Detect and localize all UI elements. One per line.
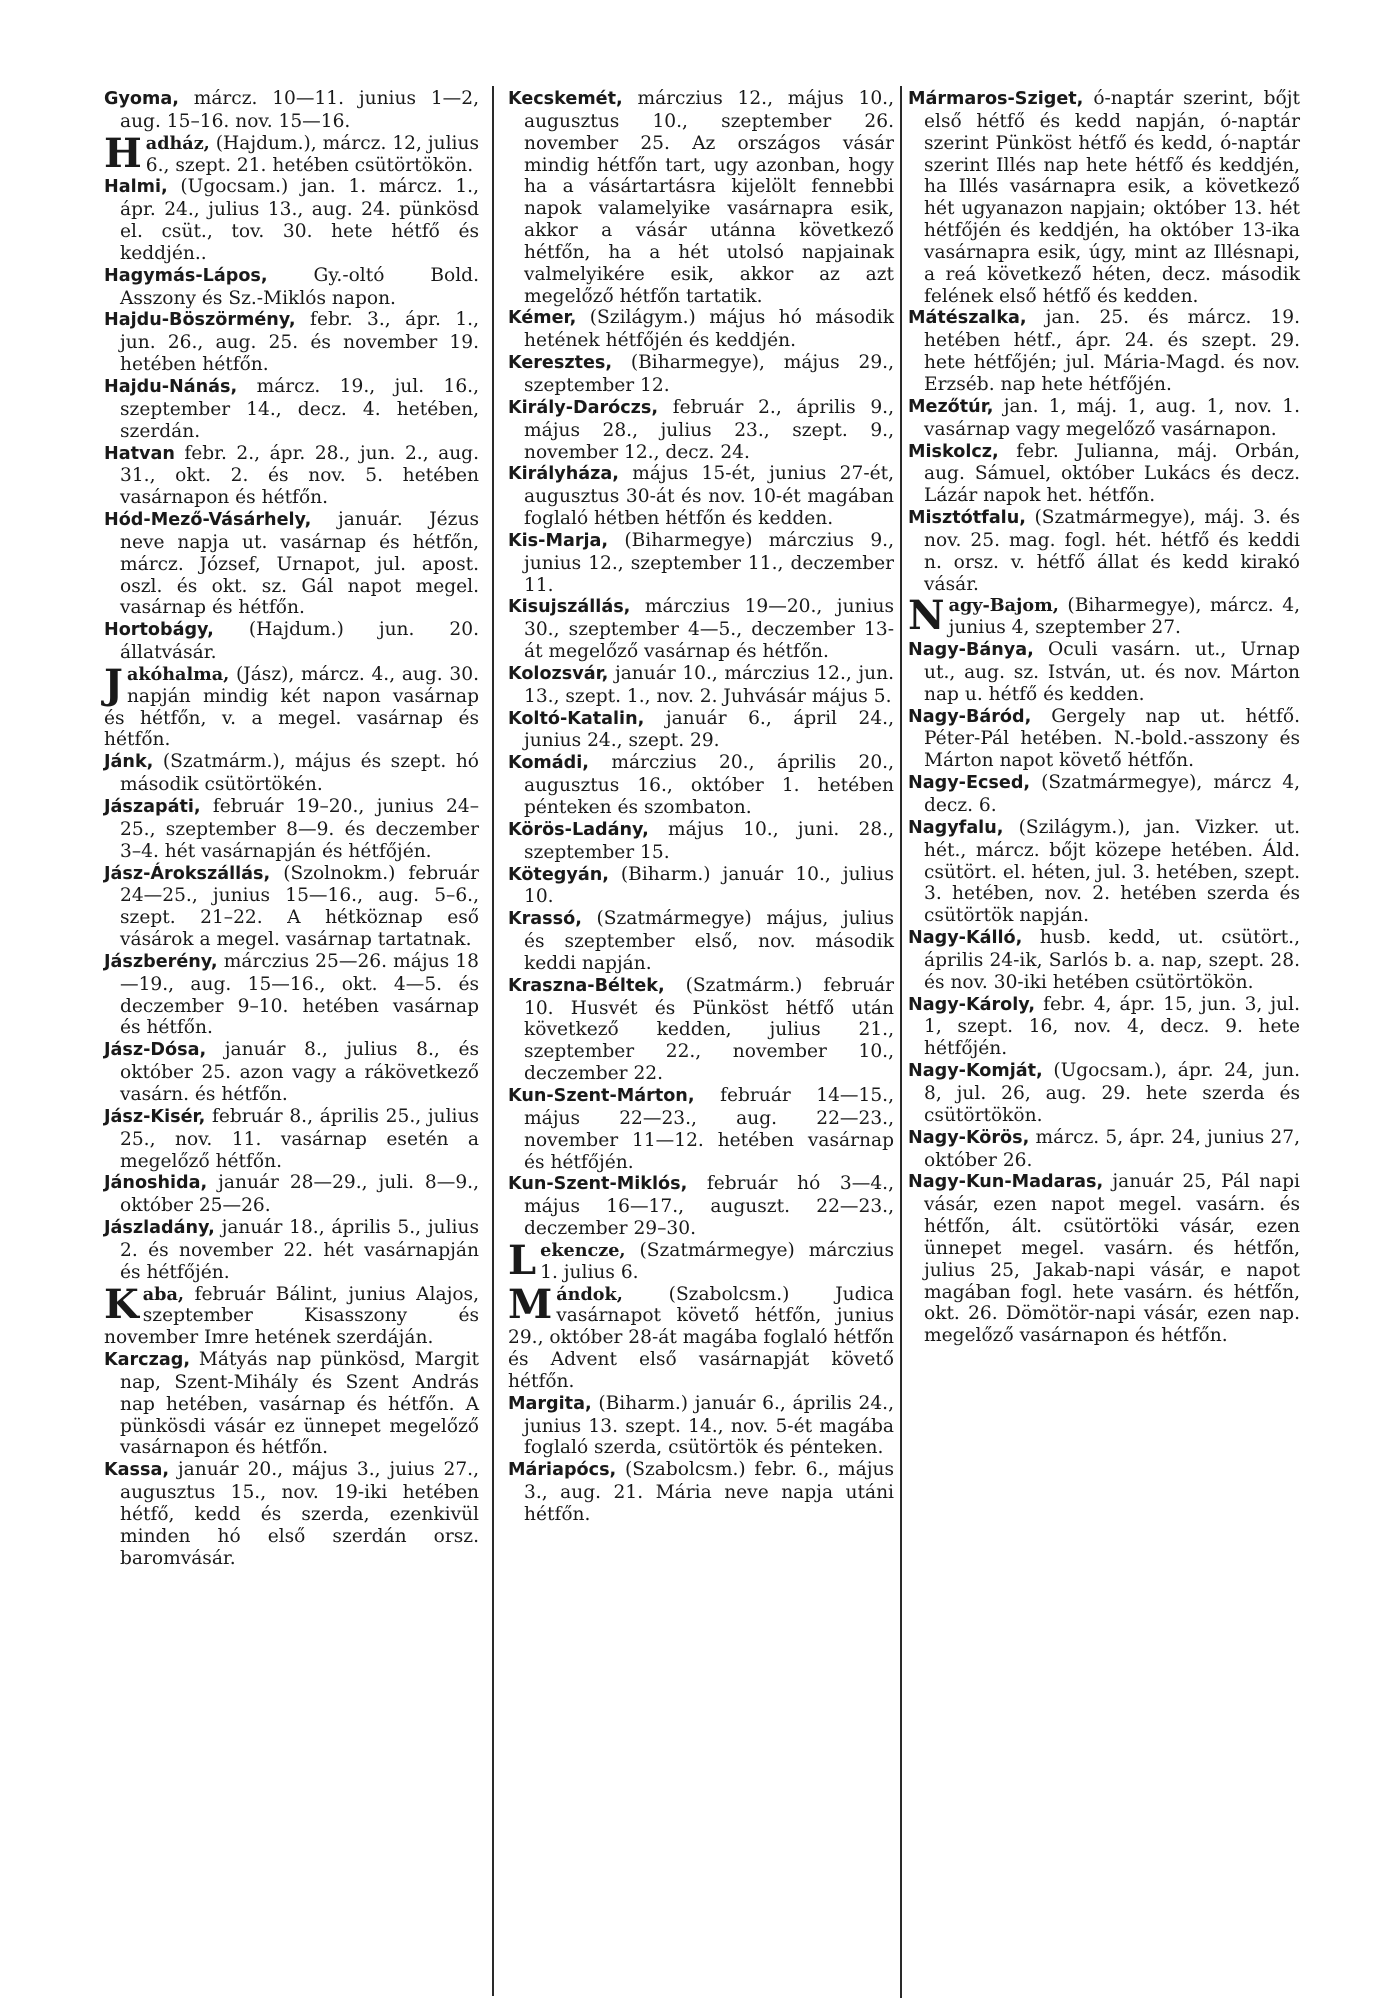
market-dates: (Szatmárm.) február 10. Husvét és Pünköst hétfő után következő kedden, julius 21., szeptember 22., november 10., deczember 22. <box>524 974 894 1085</box>
market-dates: május 10., juni. 28., szeptember 15. <box>524 818 894 863</box>
town-name: Máriapócs, <box>508 1460 617 1481</box>
market-entry <box>508 663 894 708</box>
town-name: Jászapáti, <box>104 797 201 817</box>
market-dates: márcz. 5, ápr. 24, junius 27, október 26. <box>924 1126 1300 1171</box>
market-dates: február 8., április 25., julius 25., nov. 11. vasárnap esetén a megelőző hétfőn. <box>120 1105 479 1172</box>
town-name: Jánoshida, <box>104 1173 208 1194</box>
town-name: Nagy-Kálló, <box>908 928 1023 949</box>
market-dates: (Szilágym.), jan. Vizker. ut. hét., márcz. bőjt közepe hetében. Áld. csütört. el. héten, jul. 3. hetében, szept. 3. hetében, nov. 2. hetében szerda és csütörtök napján. <box>924 816 1300 927</box>
town-name: Körös-Ladány, <box>508 819 649 840</box>
market-dates: január 25, Pál napi vásár, ezen napot megel. vasárn. és hétfőn, ált. csütörtöki vásár, ezen ünnepet megel. vasárn. és hétfőn, julius 25, Jakab-napi vásár, e napot magában fogl. hete vasárn. és hétfőn, okt. 26. Dömötör-napi vásár, ezen nap. megelőző vasárnapon és hétfőn. <box>924 1171 1300 1347</box>
market-dates: (Biharm.) január 10., julius 10. <box>524 863 894 908</box>
market-entry <box>104 619 479 664</box>
market-dates: február 14—15., május 22—23., aug. 22—23., november 11—12. hetében vasárnap és hétfőjén. <box>524 1084 894 1173</box>
market-entry <box>508 463 894 530</box>
market-dates: (Biharmegye), márcz. 4, junius 4, szeptember 27. <box>948 595 1300 639</box>
town-name: Karczag, <box>104 1350 191 1371</box>
market-entry <box>104 509 479 619</box>
market-dates: márcz. 10—11. junius 1—2, aug. 15–16. nov. 15—16. <box>120 88 479 132</box>
market-entry <box>508 1393 894 1460</box>
market-dates: február hó 3—4., május 16—17., auguszt. 22—23., deczember 29–30. <box>524 1173 894 1240</box>
market-dates: január. Jézus neve napja ut. vasárnap és hétfőn, márcz. József, Urnapot, jul. apost. oszl. és okt. sz. Gál napot megel. vasárnap és hétfőn. <box>120 509 479 619</box>
market-entry <box>508 530 894 597</box>
town-name: Kraszna-Béltek, <box>508 975 665 996</box>
town-name: Miskolcz, <box>908 441 999 462</box>
town-name: Hagymás-Lápos, <box>104 265 268 286</box>
town-name: Király-Daróczs, <box>508 397 659 418</box>
market-dates: (Szatmárm.), május és szept. hó második csütörtökén. <box>120 751 479 796</box>
market-entry <box>104 1172 479 1217</box>
market-entry <box>104 376 479 443</box>
market-entry <box>104 129 479 177</box>
market-dates: márczius 19—20., junius 30., szeptember 4—5., deczember 13-át megelőző vasárnap és hétfőn. <box>524 596 894 663</box>
market-dates: január 8., julius 8., és október 25. azon vagy a rákövetkező vasárn. és hétfőn. <box>120 1039 479 1105</box>
town-name: Kassa, <box>104 1460 170 1481</box>
market-dates: (Szabolcsm.) Judica vasárnapot követő hétfőn, junius 29., október 28-át magába foglaló hétfőn és Advent első vasárnapját követő hétfőn. <box>508 1283 894 1392</box>
market-dates: márczius 25—26. május 18—19., aug. 15—16., okt. 4—5. és deczember 9–10. hetében vasárnap és hétfőn. <box>120 950 479 1039</box>
market-dates: január 20., május 3., juius 27., augusztus 15., nov. 19-iki hetében hétfő, kedd és szerda, ezenkivül minden hó első szerdán orsz. baromvásár. <box>120 1459 479 1569</box>
market-entry <box>104 1039 479 1106</box>
market-entry <box>908 639 1300 706</box>
market-entry <box>104 309 479 376</box>
town-name: Jászberény, <box>104 951 218 972</box>
town-name: Keresztes, <box>508 353 613 374</box>
market-dates: február Bálint, junius Alajos, szeptember Kisasszony és november Imre hetének szerdáján. <box>104 1283 479 1349</box>
market-dates: Gy.-oltó Bold. Asszony és Sz.-Miklós napon. <box>120 264 479 309</box>
market-entry <box>508 1459 894 1526</box>
market-dates: jan. 25. és márcz. 19. hetében hétf., ápr. 24. és szept. 29. hete hétfőjén; jul. Mária-Magd. és nov. Erzséb. nap hete hétfőjén. <box>924 307 1300 395</box>
market-dates: január 18., április 5., julius 2. és november 22. hét vasárnapján és hétfőjén. <box>120 1217 479 1283</box>
market-entry <box>104 796 479 863</box>
market-dates: (Ugocsam.), ápr. 24, jun. 8, jul. 26, aug. 29. hete szerda és csütörtökön. <box>924 1060 1300 1126</box>
market-dates: január 10., márczius 12., jun. 13., szept. 1., nov. 2. Juhvásár május 5. <box>524 662 894 707</box>
town-name: Mármaros-Sziget, <box>908 89 1084 109</box>
market-dates: (Szatmármegye), márcz 4, decz. 6. <box>924 772 1300 816</box>
market-entry <box>508 1236 894 1284</box>
town-name: Nagy-Körös, <box>908 1127 1030 1148</box>
market-entry <box>908 441 1300 508</box>
town-name: adház, <box>145 132 210 154</box>
market-entry <box>104 1217 479 1284</box>
town-name: Hód-Mező-Vásárhely, <box>104 510 312 531</box>
market-dates: (Szilágym.) május hó második hetének hétfőjén és keddjén. <box>524 307 894 352</box>
market-entry <box>908 507 1300 595</box>
market-dates: Oculi vasárn. ut., Urnap ut., aug. sz. István, ut. és nov. Márton nap u. hétfő és kedden. <box>924 639 1300 705</box>
market-dates: (Biharm.) január 6., április 24., junius 13. szept. 14., nov. 5-ét magába foglaló szerda, csütörtök és pénteken. <box>524 1392 894 1459</box>
market-dates: (Szatmármegye) márczius 1. julius 6. <box>540 1239 894 1283</box>
town-name: agy-Bajom, <box>948 595 1059 617</box>
market-entry <box>104 443 479 510</box>
market-dates: márczius 20., április 20., augusztus 16., október 1. hetében pénteken és szombaton. <box>524 752 894 818</box>
market-entry <box>508 596 894 663</box>
town-name: Nagy-Kun-Madaras, <box>908 1172 1104 1193</box>
market-dates: jan. 1, máj. 1, aug. 1, nov. 1. vasárnap vagy megelőző vasárnapon. <box>924 395 1300 440</box>
town-name: ándok, <box>556 1283 623 1305</box>
market-dates: (Szatmármegye) május, julius és szeptember első, nov. második keddi napján. <box>524 908 894 974</box>
market-entry <box>104 1280 479 1350</box>
market-entry <box>508 819 894 864</box>
town-name: Nagyfalu, <box>908 817 1004 838</box>
market-entry <box>508 397 894 464</box>
market-dates: febr. 4, ápr. 15, jun. 3, jul. 1, szept. 16, nov. 4, decz. 9. hete hétfőjén. <box>924 993 1300 1060</box>
town-name: aba, <box>142 1283 184 1305</box>
town-name: Kun-Szent-Márton, <box>508 1085 695 1106</box>
column-2 <box>508 88 894 1526</box>
town-name: Hajdu-Nánás, <box>104 376 238 397</box>
market-entry <box>508 307 894 352</box>
drop-cap: H <box>104 129 142 177</box>
town-name: Kecskemét, <box>508 89 623 109</box>
town-name: Hortobágy, <box>104 620 214 641</box>
market-entry <box>104 88 479 133</box>
town-name: Komádi, <box>508 753 589 774</box>
column-1 <box>104 88 479 1570</box>
town-name: Nagy-Bánya, <box>908 640 1034 661</box>
market-entry <box>908 396 1300 441</box>
town-name: Gyoma, <box>104 89 179 109</box>
town-name: Jász-Dósa, <box>104 1040 207 1061</box>
column-divider-1 <box>492 86 494 1996</box>
town-name: Kémer, <box>508 308 577 329</box>
market-dates: márcz. 19., jul. 16., szeptember 14., decz. 4. hetében, szerdán. <box>120 375 479 442</box>
market-dates: (Biharmegye) márczius 9., junius 12., szeptember 11., deczember 11. <box>524 529 894 596</box>
town-name: Nagy-Károly, <box>908 994 1036 1015</box>
market-dates: (Hajdum.) jun. 20. állatvásár. <box>120 619 479 664</box>
market-entry <box>508 88 894 307</box>
town-name: akóhalma, <box>126 663 230 685</box>
town-name: Nagy-Komját, <box>908 1061 1043 1082</box>
town-name: Kolozsvár, <box>508 663 609 684</box>
market-dates: febr. 3., ápr. 1., jun. 26., aug. 25. és november 19. hetében hétfőn. <box>120 309 479 376</box>
market-dates: Gergely nap ut. hétfő. Péter-Pál hetében. N.-bold.-asszony és Márton napot követő hétfőn. <box>924 705 1300 772</box>
town-name: Misztótfalu, <box>908 508 1026 529</box>
drop-cap: L <box>508 1236 537 1284</box>
town-name: Királyháza, <box>508 464 619 485</box>
market-entry <box>508 1280 894 1393</box>
market-entry <box>508 975 894 1085</box>
market-dates: ó-naptár szerint, bőjt első hétfő és kedd napján, ó-naptár szerint Pünköst hétfő és kedd, ó-naptár szerint Illés nap hete hétfő és keddjén, ha Illés vasárnapra esik, a következő hét ugyanazon napjain; október 13. hét hétfőjén és keddjén, ha október 13-ika vasárnapra esik, úgy, mint az Illésnapi, a reá következő héten, decz. második felének első hétfő és kedden. <box>924 88 1300 307</box>
market-dates: (Szabolcsm.) febr. 6., május 3., aug. 21. Mária neve napja utáni hétfőn. <box>524 1459 894 1525</box>
market-dates: február 2., április 9., május 28., julius 23., szept. 9., november 12., decz. 24. <box>524 396 894 463</box>
town-name: Koltó-Katalin, <box>508 708 645 729</box>
town-name: Jász-Kisér, <box>104 1106 206 1127</box>
market-dates: (Ugocsam.) jan. 1. márcz. 1., ápr. 24., julius 13., aug. 24. pünkösd el. csüt., tov. 30. hete hétfő és keddjén.. <box>120 176 479 264</box>
market-entry <box>104 1106 479 1173</box>
market-entry <box>104 265 479 310</box>
market-entry <box>104 751 479 796</box>
market-dates: január 28—29., juli. 8—9., október 25—26. <box>120 1172 479 1217</box>
town-name: Halmi, <box>104 177 168 198</box>
market-dates: (Jász), márcz. 4., aug. 30. napján mindig két napon vasárnap és hétfőn, v. a megel. vasárnap és hétfőn. <box>104 663 479 751</box>
market-entry <box>104 176 479 264</box>
market-dates: február 19–20., junius 24–25., szeptember 8—9. és deczember 3–4. hét vasárnapján és hétfőjén. <box>120 796 479 862</box>
town-name: Kun-Szent-Miklós, <box>508 1174 688 1195</box>
market-entry <box>508 352 894 397</box>
town-name: Kis-Marja, <box>508 530 609 551</box>
market-entry <box>908 1127 1300 1172</box>
market-dates: (Szolnokm.) február 24—25., junius 15—16., aug. 5–6., szept. 21–22. A hétköznap eső vásárok a megel. vasárnap tartatnak. <box>120 862 479 951</box>
market-dates: (Hajdum.), márcz. 12, julius 6., szept. 21. hetében csütörtökön. <box>145 132 479 176</box>
market-dates: febr. Julianna, máj. Orbán, aug. Sámuel, október Lukács és decz. Lázár napok het. hétfőn. <box>924 440 1300 507</box>
market-dates: (Szatmármegye), máj. 3. és nov. 25. mag. fogl. hét. hétfő és keddi n. orsz. v. hétfő állat és kedd kirakó vásár. <box>924 507 1300 595</box>
town-name: Hajdu-Böszörmény, <box>104 310 296 331</box>
town-name: Jászladány, <box>104 1218 215 1239</box>
town-name: Mátészalka, <box>908 308 1027 329</box>
town-name: Krassó, <box>508 909 582 930</box>
market-entry <box>908 1171 1300 1347</box>
town-name: Jánk, <box>104 752 154 773</box>
market-entry <box>908 706 1300 773</box>
column-divider-2 <box>900 86 902 1998</box>
market-dates: május 15-ét, junius 27-ét, augusztus 30-át és nov. 10-ét magában foglaló hétben hétfőn és kedden. <box>524 463 894 530</box>
drop-cap: M <box>508 1280 553 1328</box>
market-entry <box>908 772 1300 817</box>
market-entry <box>508 708 894 753</box>
town-name: Hatvan <box>104 443 175 464</box>
town-name: ekencze, <box>540 1239 626 1261</box>
column-3 <box>908 88 1300 1347</box>
drop-cap: N <box>908 592 945 640</box>
market-dates: Mátyás nap pünkösd, Margit nap, Szent-Mihály és Szent András nap hetében, vasárnap és hétfőn. A pünkösdi vásár ez ünnepet megelőző vasárnapon és hétfőn. <box>120 1349 479 1459</box>
drop-cap: J <box>104 660 123 708</box>
market-dates: márczius 12., május 10., augusztus 10., szeptember 26. november 25. Az országos vásár mindig hétfőn tart, ugy azonban, hogy ha a vásártartásra kijelölt fennebbi napok valamelyike vasárnapra esik, akkor a vásár utánna következő hétfőn, ha a hét utolsó napjainak valmelyikére esik, akkor az azt megelőző hétfőn tartatik. <box>524 88 894 307</box>
market-dates: január 6., ápril 24., junius 24., szept. 29. <box>524 707 894 752</box>
town-name: Nagy-Ecsed, <box>908 773 1031 794</box>
market-entry <box>508 752 894 819</box>
market-dates: (Biharmegye), május 29., szeptember 12. <box>524 352 894 396</box>
market-entry <box>908 88 1300 307</box>
market-dates: husb. kedd, ut. csütört., április 24-ik, Sarlós b. a. nap, szept. 28. és nov. 30-iki hetében csütörtökön. <box>924 927 1300 993</box>
market-entry <box>908 817 1300 927</box>
town-name: Mezőtúr, <box>908 396 994 417</box>
town-name: Nagy-Báród, <box>908 706 1032 727</box>
market-entry <box>104 951 479 1039</box>
market-entry <box>104 863 479 951</box>
market-entry <box>104 1349 479 1459</box>
market-entry <box>508 908 894 975</box>
market-entry <box>908 994 1300 1061</box>
market-entry <box>908 1060 1300 1127</box>
market-entry <box>104 1459 479 1569</box>
market-entry <box>508 1085 894 1173</box>
town-name: Jász-Árokszállás, <box>104 863 271 884</box>
market-entry <box>908 307 1300 395</box>
market-entry <box>508 864 894 909</box>
market-entry <box>104 660 479 751</box>
market-entry <box>508 1173 894 1240</box>
town-name: Margita, <box>508 1393 592 1414</box>
town-name: Kisujszállás, <box>508 597 631 618</box>
market-entry <box>908 927 1300 994</box>
market-entry <box>908 592 1300 640</box>
market-dates: febr. 2., ápr. 28., jun. 2., aug. 31., okt. 2. és nov. 5. hetében vasárnapon és hétfőn. <box>120 442 479 509</box>
drop-cap: K <box>104 1280 139 1328</box>
town-name: Kötegyán, <box>508 864 609 885</box>
